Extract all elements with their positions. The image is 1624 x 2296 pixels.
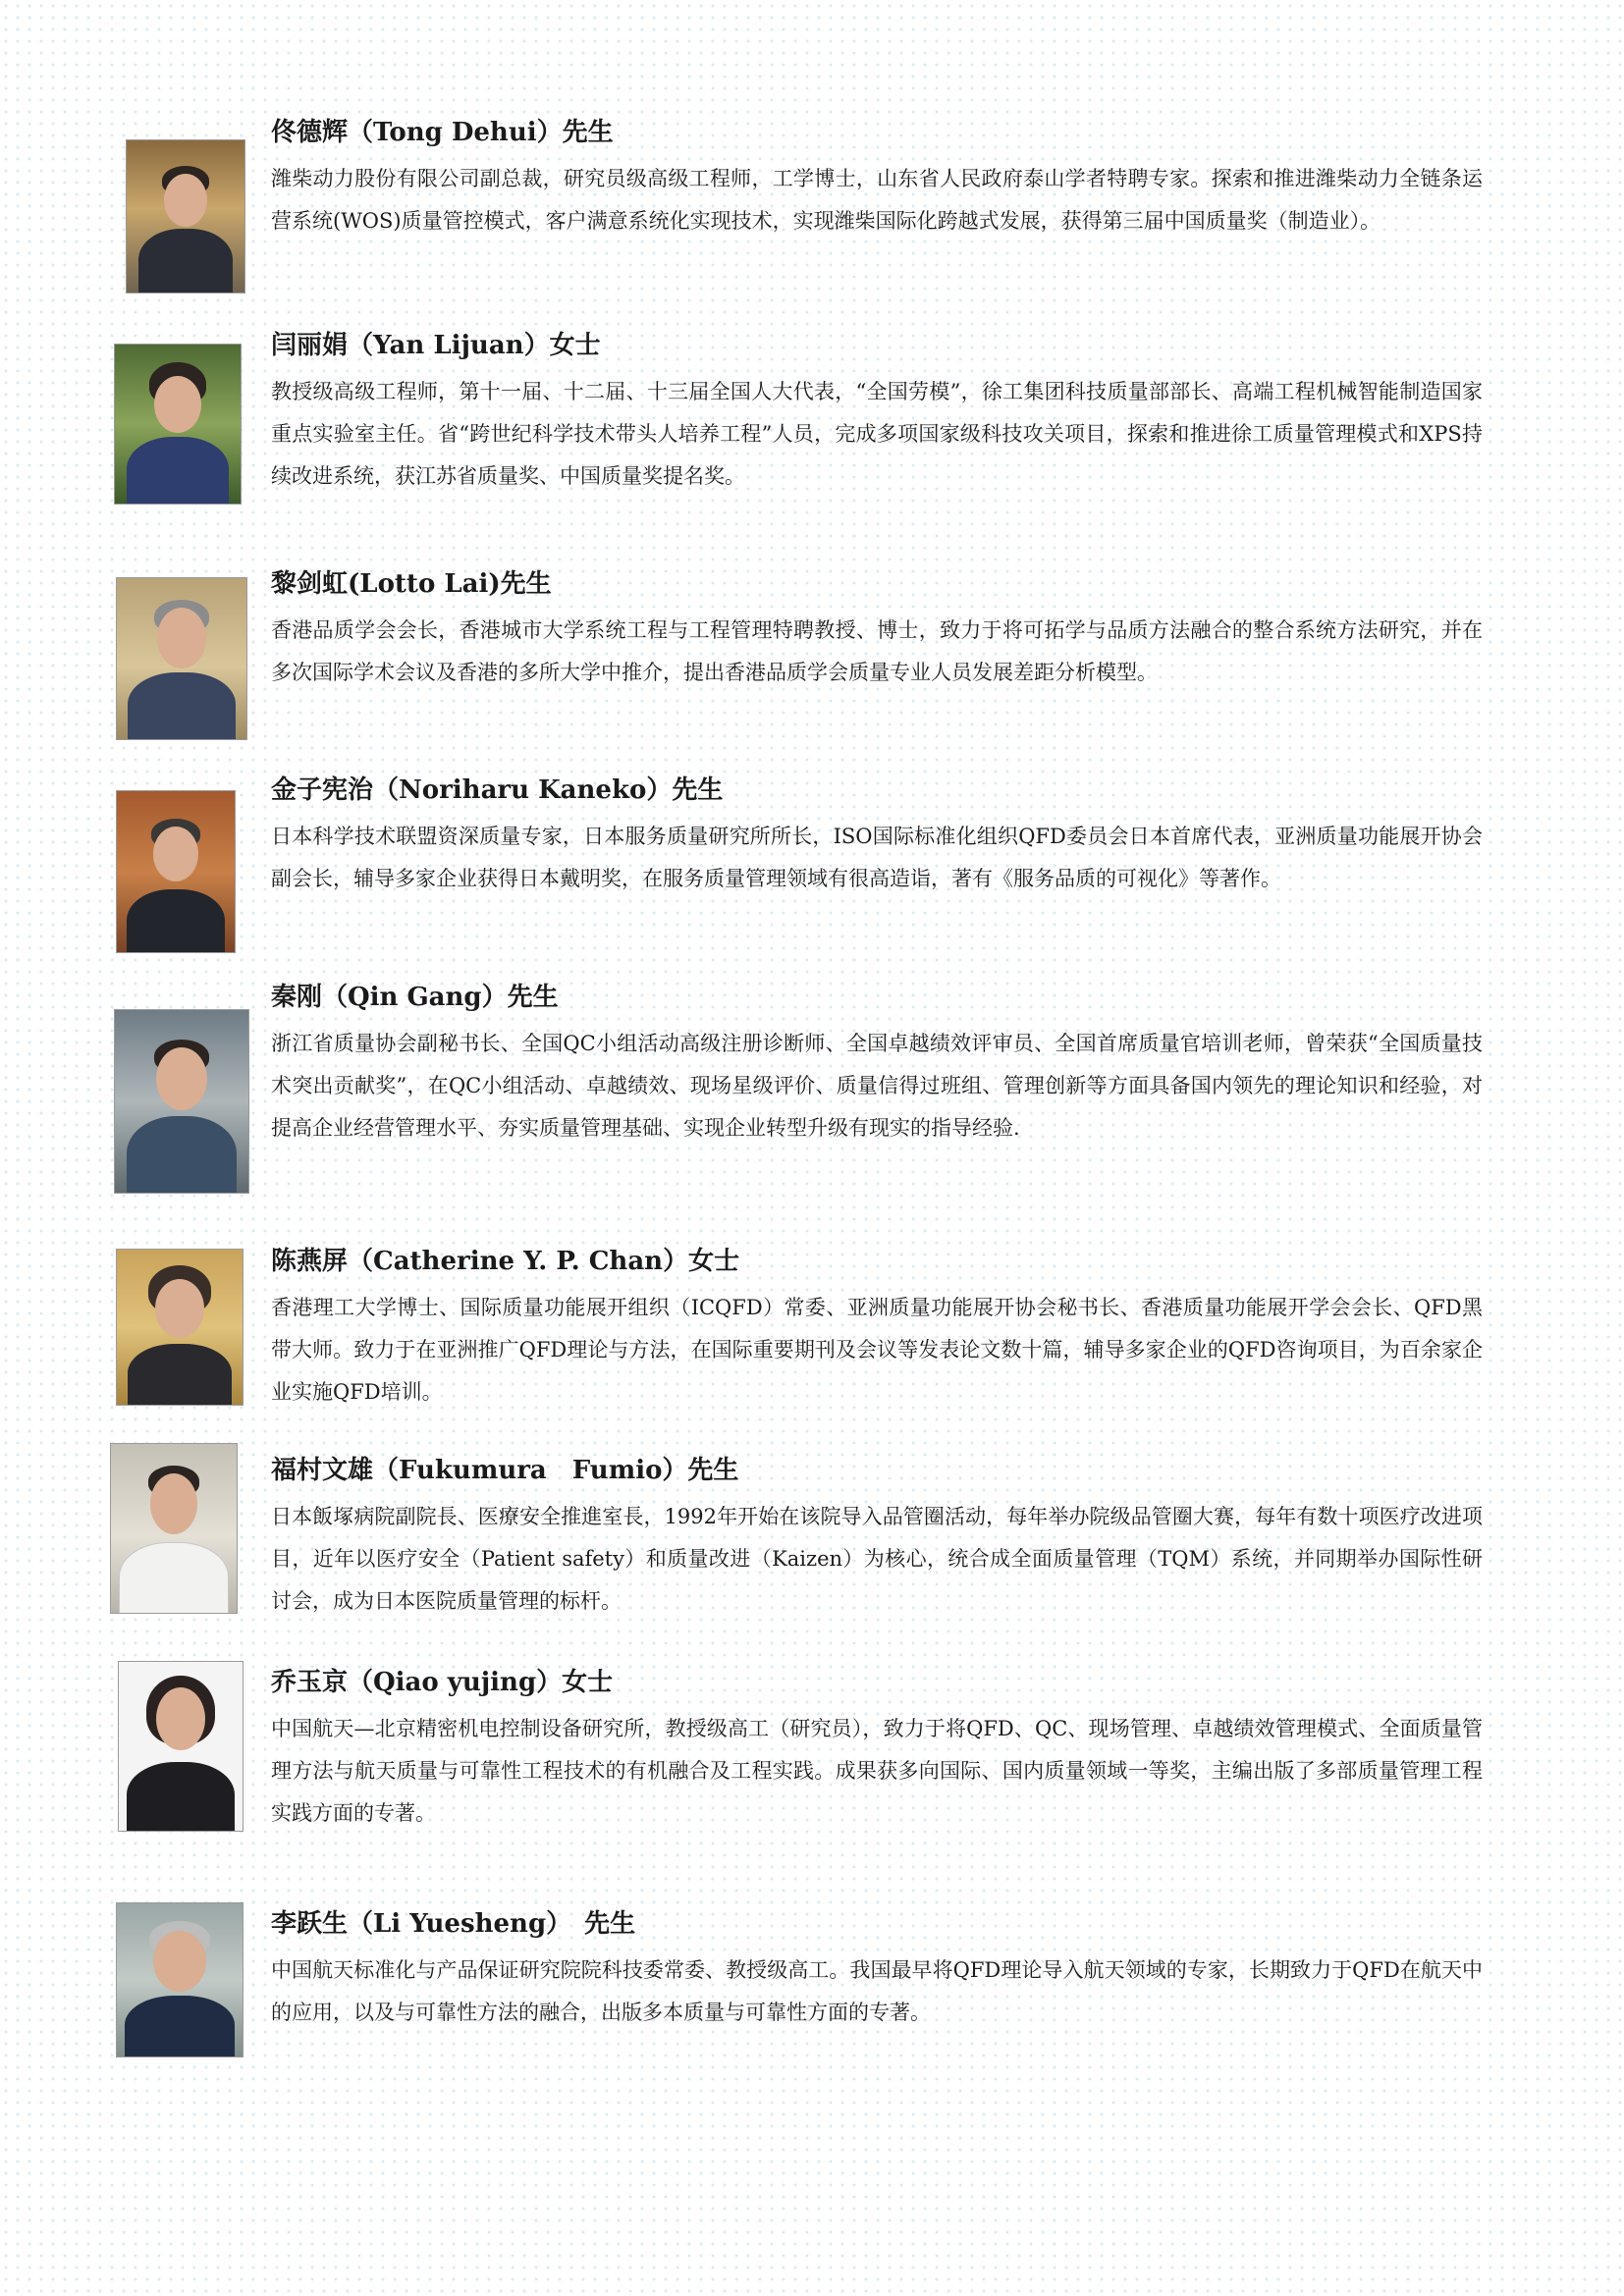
person-bio: 中国航天标准化与产品保证研究院院科技委常委、教授级高工。我国最早将QFD理论导入航天领域的专家，长期致力于QFD在航天中的应用，以及与可靠性方法的融合，出版多本质量与可靠性方面的专著。	[271, 1958, 1483, 2024]
person-bio: 日本飯塚病院副院長、医療安全推進室長，1992年开始在该院导入品管圈活动，每年举办院级品管圈大赛，每年有数十项医疗改进项目，近年以医疗安全（Patient safety）和质量改进（Kaizen）为核心，统合成全面质量管理（TQM）系统，并同期举办国际性研讨会，成为日本医院质量管理的标杆。	[271, 1505, 1483, 1613]
portrait-photo	[116, 790, 236, 953]
person-name: 秦刚（Qin Gang）先生	[271, 983, 559, 1012]
person-name: 乔玉京（Qiao yujing）女士	[271, 1668, 614, 1697]
portrait-photo	[114, 344, 242, 505]
person-name: 佟德辉（Tong Dehui）先生	[271, 118, 614, 147]
portrait-photo	[126, 139, 245, 294]
person-name: 陈燕屏（Catherine Y. P. Chan）女士	[271, 1247, 740, 1276]
portrait-photo	[116, 577, 247, 740]
person-bio: 日本科学技术联盟资深质量专家，日本服务质量研究所所长，ISO国际标准化组织QFD委员会日本首席代表，亚洲质量功能展开协会副会长，辅导多家企业获得日本戴明奖，在服务质量管理领域有很高造诣，著有《服务品质的可视化》等著作。	[271, 825, 1483, 890]
portrait-photo	[114, 1009, 249, 1194]
person-bio: 香港品质学会会长，香港城市大学系统工程与工程管理特聘教授、博士，致力于将可拓学与品质方法融合的整合系统方法研究，并在多次国际学术会议及香港的多所大学中推介，提出香港品质学会质量专业人员发展差距分析模型。	[271, 618, 1483, 684]
portrait-photo	[116, 1902, 244, 2057]
portrait-photo	[116, 1249, 244, 1406]
person-bio: 潍柴动力股份有限公司副总裁，研究员级高级工程师，工学博士，山东省人民政府泰山学者特聘专家。探索和推进潍柴动力全链条运营系统(WOS)质量管控模式，客户满意系统化实现技术，实现潍柴国际化跨越式发展，获得第三届中国质量奖（制造业）。	[271, 167, 1483, 233]
portrait-photo	[118, 1661, 244, 1832]
person-name: 金子宪治（Noriharu Kaneko）先生	[271, 775, 724, 805]
person-bio: 中国航天—北京精密机电控制设备研究所，教授级高工（研究员），致力于将QFD、QC、现场管理、卓越绩效管理模式、全面质量管理方法与航天质量与可靠性工程技术的有机融合及工程实践。成果获多向国际、国内质量领域一等奖，主编出版了多部质量管理工程实践方面的专著。	[271, 1717, 1483, 1825]
person-name: 福村文雄（Fukumura Fumio）先生	[271, 1456, 739, 1485]
person-name: 闫丽娟（Yan Lijuan）女士	[271, 331, 601, 360]
person-name: 黎剑虹(Lotto Lai)先生	[271, 569, 552, 599]
person-bio: 香港理工大学博士、国际质量功能展开组织（ICQFD）常委、亚洲质量功能展开协会秘书长、香港质量功能展开学会会长、QFD黑带大师。致力于在亚洲推广QFD理论与方法，在国际重要期刊及会议等发表论文数十篇，辅导多家企业的QFD咨询项目，为百余家企业实施QFD培训。	[271, 1296, 1483, 1404]
person-bio: 浙江省质量协会副秘书长、全国QC小组活动高级注册诊断师、全国卓越绩效评审员、全国首席质量官培训老师，曾荣获“全国质量技术突出贡献奖”，在QC小组活动、卓越绩效、现场星级评价、质量信得过班组、管理创新等方面具备国内领先的理论知识和经验，对提高企业经营管理水平、夯实质量管理基础、实现企业转型升级有现实的指导经验.	[271, 1032, 1483, 1140]
person-name: 李跃生（Li Yuesheng） 先生	[271, 1909, 636, 1939]
person-bio: 教授级高级工程师，第十一届、十二届、十三届全国人大代表，“全国劳模”，徐工集团科技质量部部长、高端工程机械智能制造国家重点实验室主任。省“跨世纪科学技术带头人培养工程”人员，完成多项国家级科技攻关项目，探索和推进徐工质量管理模式和XPS持续改进系统，获江苏省质量奖、中国质量奖提名奖。	[271, 380, 1483, 488]
portrait-photo	[110, 1443, 238, 1614]
